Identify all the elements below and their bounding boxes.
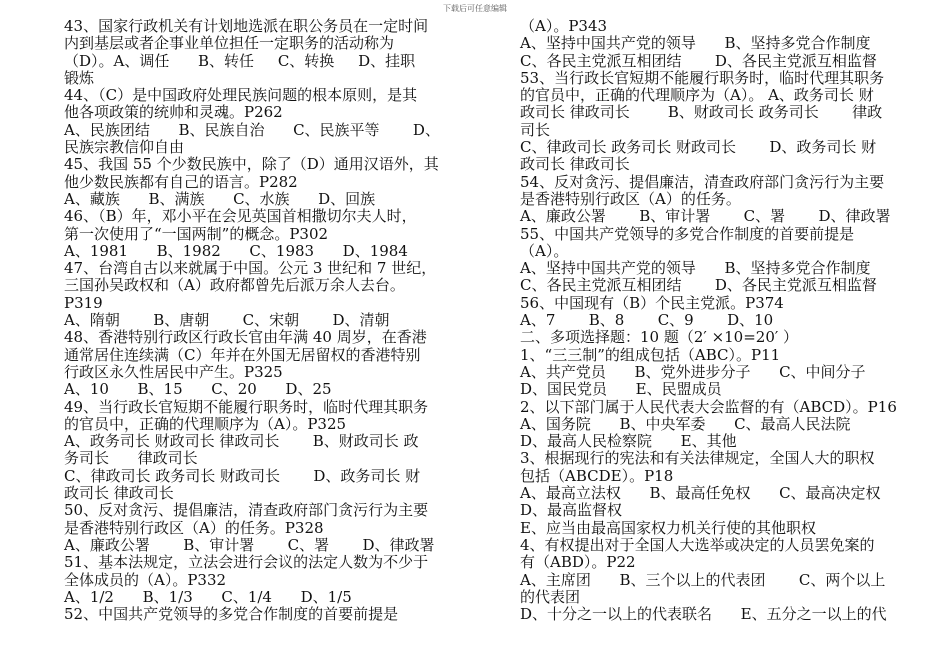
text-line: 44、（C）是中国政府处理民族问题的根本原则，是其	[64, 86, 418, 105]
text-line: 三国孙吴政权和（A）政府都曾先后派万余人去台。	[64, 276, 405, 295]
text-line: （D）。A、调任 B、转任 C、转换 D、挂职	[64, 51, 416, 70]
text-line: 1、“三三制”的组成包括（ABC）。P11	[520, 345, 781, 364]
text-line: C、各民主党派互相团结 D、各民主党派互相监督	[520, 276, 877, 295]
text-line: A、国务院 B、中央军委 C、最高人民法院	[520, 414, 851, 433]
text-line: 的代表团	[520, 587, 581, 606]
text-line: C、各民主党派互相团结 D、各民主党派互相监督	[520, 51, 877, 70]
text-line: 政司长 律政司长 B、财政司长 政务司长 律政	[520, 103, 883, 122]
text-line: （A）。P343	[520, 17, 608, 35]
text-line: P319	[64, 293, 103, 312]
text-line: 全体成员的（A）。P332	[64, 570, 227, 589]
text-line: 内到基层或者企事业单位担任一定职务的活动称为	[64, 34, 395, 53]
text-line: A、10 B、15 C、20 D、25	[64, 380, 332, 399]
text-line: D、十分之一以上的代表联名 E、五分之一以上的代	[520, 605, 887, 624]
text-line: 53、当行政长官短期不能履行职务时，临时代理其职务	[520, 68, 885, 87]
text-line: 46、（B）年，邓小平在会见英国首相撒切尔夫人时，	[64, 207, 417, 226]
text-line: 二、多项选择题：10 题（2′ ×10=20′ ）	[520, 328, 799, 347]
text-line: A、民族团结 B、民族自治 C、民族平等 D、	[64, 120, 440, 139]
text-line: 行政区永久性居民中产生。P325	[64, 362, 283, 381]
text-line: 他各项政策的统帅和灵魂。P262	[64, 103, 283, 122]
text-line: C、律政司长 政务司长 财政司长 D、政务司长 财	[520, 138, 877, 157]
text-line: A、最高立法权 B、最高任免权 C、最高决定权	[520, 484, 881, 503]
right-column	[520, 18, 930, 623]
text-line: 4、有权提出对于全国人大选举或决定的人员罢免案的	[520, 535, 875, 554]
text-line: 43、国家行政机关有计划地选派在职公务员在一定时间	[64, 17, 429, 35]
text-line: 包括（ABCDE）。P18	[520, 466, 674, 485]
text-line: 49、当行政长官短期不能履行职务时，临时代理其职务	[64, 397, 429, 416]
text-line: C、律政司长 政务司长 财政司长 D、政务司长 财	[64, 466, 421, 485]
left-column	[64, 18, 494, 623]
text-line: 的官员中，正确的代理顺序为（A）。 A、政务司长 财	[520, 86, 874, 105]
text-line: A、共产党员 B、党外进步分子 C、中间分子	[520, 362, 866, 381]
text-line: E、应当由最高国家权力机关行使的其他职权	[520, 518, 816, 537]
text-line: 他少数民族都有自己的语言。P282	[64, 172, 298, 191]
text-line: A、1/2 B、1/3 C、1/4 D、1/5	[64, 587, 352, 606]
text-line: A、藏族 B、满族 C、水族 D、回族	[64, 189, 376, 208]
text-line: 有（ABD）。P22	[520, 553, 636, 572]
text-line: 54、反对贪污、提倡廉洁，清查政府部门贪污行为主要	[520, 172, 885, 191]
text-line: 45、我国 55 个少数民族中，除了（D）通用汉语外，其	[64, 155, 439, 174]
text-line: A、隋朝 B、唐朝 C、宋朝 D、清朝	[64, 311, 390, 330]
text-line: 55、中国共产党领导的多党合作制度的首要前提是	[520, 224, 855, 243]
text-line: 52、中国共产党领导的多党合作制度的首要前提是	[64, 605, 399, 624]
text-line: 56、中国现有（B）个民主党派。P374	[520, 293, 784, 312]
text-line: A、坚持中国共产党的领导 B、坚持多党合作制度	[520, 259, 871, 278]
text-line: 的官员中，正确的代理顺序为（A）。P325	[64, 414, 347, 433]
text-line: 政司长 律政司长	[64, 484, 174, 503]
watermark: 下载后可任意编辑	[443, 4, 507, 13]
text-line: 51、基本法规定，立法会进行会议的法定人数为不少于	[64, 553, 429, 572]
text-line: A、廉政公署 B、审计署 C、署 D、律政署	[64, 535, 435, 554]
text-line: （A）。	[520, 241, 569, 260]
text-line: A、坚持中国共产党的领导 B、坚持多党合作制度	[520, 34, 871, 53]
text-line: 务司长 律政司长	[64, 449, 198, 468]
text-line: 是香港特别行政区（A）的任务。	[520, 189, 741, 208]
text-line: D、国民党员 E、民盟成员	[520, 380, 722, 399]
text-line: D、最高监督权	[520, 501, 623, 520]
text-line: A、政务司长 财政司长 律政司长 B、财政司长 政	[64, 432, 419, 451]
text-line: 民族宗教信仰自由	[64, 138, 185, 157]
text-line: 通常居住连续满（C）年并在外国无居留权的香港特别	[64, 345, 421, 364]
text-line: A、主席团 B、三个以上的代表团 C、两个以上	[520, 570, 886, 589]
text-line: 锻炼	[64, 68, 95, 87]
text-line: 是香港特别行政区（A）的任务。P328	[64, 518, 324, 537]
text-line: 47、台湾自古以来就属于中国。公元 3 世纪和 7 世纪，	[64, 259, 437, 278]
text-line: D、最高人民检察院 E、其他	[520, 432, 737, 451]
text-line: A、7 B、8 C、9 D、10	[520, 311, 774, 330]
text-line: 50、反对贪污、提倡廉洁，清查政府部门贪污行为主要	[64, 501, 429, 520]
text-line: 48、香港特别行政区行政长官由年满 40 周岁，在香港	[64, 328, 427, 347]
text-line: 3、根据现行的宪法和有关法律规定，全国人大的职权	[520, 449, 875, 468]
text-line: A、1981 B、1982 C、1983 D、1984	[64, 241, 408, 260]
text-line: 政司长 律政司长	[520, 155, 630, 174]
text-line: A、廉政公署 B、审计署 C、署 D、律政署	[520, 207, 891, 226]
text-line: 第一次使用了“一国两制”的概念。P302	[64, 224, 329, 243]
text-line: 司长	[520, 120, 551, 139]
text-line: 2、以下部门属于人民代表大会监督的有（ABCD）。P16	[520, 397, 897, 416]
